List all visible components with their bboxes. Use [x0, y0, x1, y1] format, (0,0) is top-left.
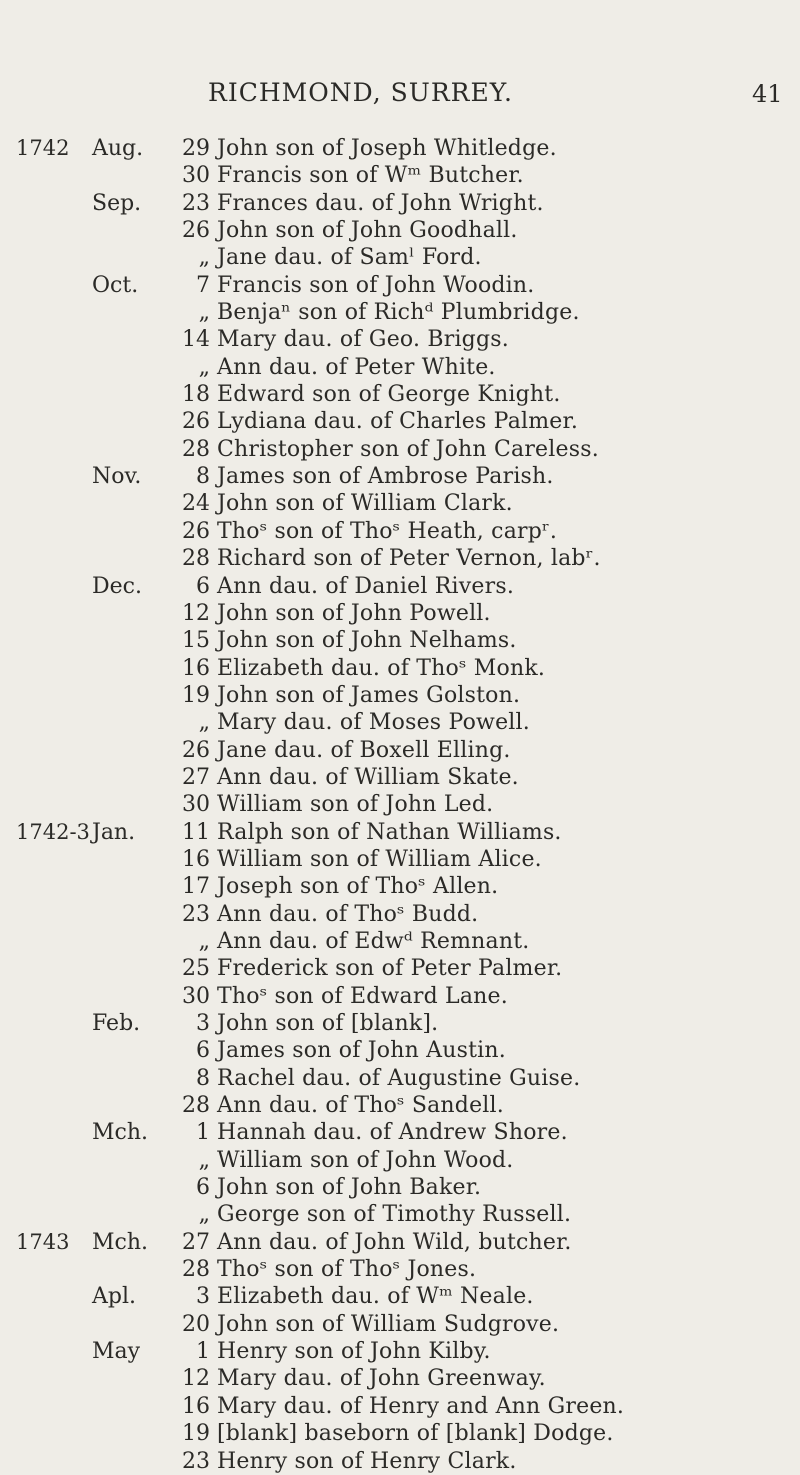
entry-month: Sep. — [92, 190, 142, 216]
entry-month: Dec. — [92, 573, 142, 599]
entry-text: Mary dau. of Moses Powell. — [217, 710, 530, 736]
entry-text: George son of Timothy Russell. — [217, 1202, 572, 1228]
entry-month: May — [92, 1339, 141, 1365]
entry-day: „ — [198, 245, 210, 271]
entry-day: 11 — [182, 819, 210, 845]
entry-day: „ — [198, 354, 210, 380]
entry-text: James son of Ambrose Parish. — [217, 464, 554, 490]
entry-text: Ann dau. of William Skate. — [217, 764, 519, 790]
entry-text: Hannah dau. of Andrew Shore. — [217, 1120, 568, 1146]
entry-year: 1742 — [16, 136, 70, 160]
entry-text: John son of William Sudgrove. — [217, 1311, 560, 1337]
entry-month: Feb. — [92, 1011, 141, 1036]
register-entry — [0, 490, 800, 517]
entry-day: 16 — [182, 655, 210, 681]
entry-day: 29 — [182, 136, 210, 161]
entry-day: 28 — [182, 546, 210, 572]
entry-text: Henry son of Henry Clark. — [217, 1448, 517, 1474]
entry-text: Francis son of John Woodin. — [217, 272, 535, 298]
register-entry — [0, 1229, 800, 1256]
entry-text: Ann dau. of Peter White. — [217, 354, 496, 380]
entry-text: Mary dau. of Geo. Briggs. — [217, 327, 509, 353]
entry-day: 17 — [182, 874, 210, 900]
entry-day: 12 — [182, 600, 210, 626]
entry-day: 30 — [182, 792, 210, 818]
entry-text: James son of John Austin. — [217, 1038, 506, 1064]
register-entry — [0, 709, 800, 736]
register-entry — [0, 1092, 800, 1119]
register-entry — [0, 1201, 800, 1228]
entry-text: William son of John Wood. — [217, 1147, 514, 1173]
entry-text: Lydiana dau. of Charles Palmer. — [217, 409, 579, 435]
entry-text: John son of William Clark. — [217, 491, 513, 517]
entry-day: 15 — [182, 628, 210, 654]
entry-day: 26 — [182, 518, 210, 544]
register-entry — [0, 1448, 800, 1475]
register-entry — [0, 682, 800, 709]
entry-day: 12 — [182, 1366, 210, 1392]
register-entry — [0, 408, 800, 435]
register-entry — [0, 381, 800, 408]
page-title: RICHMOND, SURREY. — [208, 78, 513, 107]
entry-day: 6 — [196, 1175, 210, 1201]
entry-text: William son of William Alice. — [217, 846, 542, 872]
register-entry — [0, 1256, 800, 1283]
entry-day: 1 — [196, 1339, 210, 1365]
register-entry — [0, 1147, 800, 1174]
register-entry — [0, 272, 800, 299]
entry-day: 27 — [182, 764, 210, 790]
register-entry — [0, 1065, 800, 1092]
entry-text: John son of Joseph Whitledge. — [217, 136, 557, 161]
entry-text: [blank] baseborn of [blank] Dodge. — [217, 1421, 614, 1447]
entry-day: „ — [198, 1147, 210, 1173]
entry-text: John son of John Baker. — [217, 1175, 482, 1201]
entry-text: Henry son of John Kilby. — [217, 1339, 491, 1365]
register-entry — [0, 627, 800, 654]
entry-day: „ — [198, 1202, 210, 1228]
register-entry — [0, 190, 800, 217]
entry-text: Benjaⁿ son of Richᵈ Plumbridge. — [217, 300, 580, 326]
entry-day: 7 — [196, 272, 210, 298]
entry-text: Edward son of George Knight. — [217, 382, 561, 408]
entry-day: 8 — [196, 464, 210, 490]
entry-day: 3 — [196, 1011, 210, 1036]
register-entry — [0, 901, 800, 928]
register-entry — [0, 1338, 800, 1365]
entry-day: 1 — [196, 1120, 210, 1146]
entry-day: 28 — [182, 1257, 210, 1283]
entry-day: 18 — [182, 382, 210, 408]
entry-day: 19 — [182, 1421, 210, 1447]
register-entry — [0, 1119, 800, 1146]
register-entry — [0, 463, 800, 490]
entry-text: Thoˢ son of Thoˢ Jones. — [217, 1257, 477, 1283]
register-entry — [0, 873, 800, 900]
entry-day: 30 — [182, 983, 210, 1009]
entry-text: Frances dau. of John Wright. — [217, 190, 544, 216]
entry-day: 27 — [182, 1229, 210, 1255]
entry-text: Ann dau. of Edwᵈ Remnant. — [217, 928, 530, 954]
register-entries — [0, 135, 800, 1475]
entry-day: 19 — [182, 682, 210, 708]
register-entry — [0, 326, 800, 353]
entry-text: Rachel dau. of Augustine Guise. — [217, 1065, 581, 1091]
entry-day: „ — [198, 928, 210, 954]
entry-text: Ann dau. of Thoˢ Budd. — [217, 901, 479, 927]
entry-month: Jan. — [92, 819, 136, 845]
register-entry — [0, 545, 800, 572]
register-entry — [0, 846, 800, 873]
entry-text: John son of John Goodhall. — [217, 218, 518, 244]
entry-text: William son of John Led. — [217, 792, 494, 818]
entry-text: John son of James Golston. — [217, 682, 521, 708]
register-entry — [0, 354, 800, 381]
register-entry — [0, 217, 800, 244]
entry-text: Thoˢ son of Thoˢ Heath, carpʳ. — [217, 518, 558, 544]
entry-day: 6 — [196, 573, 210, 599]
entry-text: Jane dau. of Samˡ Ford. — [217, 245, 482, 271]
register-entry — [0, 983, 800, 1010]
entry-text: Thoˢ son of Edward Lane. — [217, 983, 508, 1009]
entry-day: 28 — [182, 1093, 210, 1119]
register-entry — [0, 600, 800, 627]
register-entry — [0, 299, 800, 326]
entry-day: 16 — [182, 1393, 210, 1419]
entry-day: 20 — [182, 1311, 210, 1337]
entry-day: 26 — [182, 737, 210, 763]
register-entry — [0, 791, 800, 818]
entry-day: 25 — [182, 956, 210, 982]
running-head — [0, 78, 800, 118]
entry-month: Apl. — [92, 1284, 136, 1310]
register-entry — [0, 436, 800, 463]
entry-year: 1743 — [16, 1229, 70, 1254]
register-entry — [0, 819, 800, 846]
register-entry — [0, 928, 800, 955]
register-entry — [0, 955, 800, 982]
entry-month: Nov. — [92, 464, 142, 490]
entry-text: Francis son of Wᵐ Butcher. — [217, 163, 524, 189]
register-entry — [0, 1037, 800, 1064]
entry-day: 30 — [182, 163, 210, 189]
entry-text: Elizabeth dau. of Wᵐ Neale. — [217, 1284, 534, 1310]
register-entry — [0, 518, 800, 545]
entry-day: 14 — [182, 327, 210, 353]
register-entry — [0, 655, 800, 682]
entry-text: Joseph son of Thoˢ Allen. — [217, 874, 499, 900]
entry-year: 1742-3 — [16, 819, 90, 844]
entry-month: Mch. — [92, 1120, 149, 1146]
entry-month: Oct. — [92, 272, 139, 298]
entry-text: Jane dau. of Boxell Elling. — [217, 737, 511, 763]
entry-day: 24 — [182, 491, 210, 517]
register-entry — [0, 1174, 800, 1201]
entry-text: Ann dau. of Thoˢ Sandell. — [217, 1093, 504, 1119]
register-entry — [0, 1420, 800, 1447]
register-entry — [0, 1393, 800, 1420]
register-entry — [0, 244, 800, 271]
entry-text: Ann dau. of Daniel Rivers. — [217, 573, 515, 599]
register-entry — [0, 135, 800, 162]
entry-text: Ralph son of Nathan Williams. — [217, 819, 562, 845]
entry-day: 3 — [196, 1284, 210, 1310]
entry-day: 28 — [182, 436, 210, 462]
entry-month: Mch. — [92, 1229, 149, 1255]
entry-text: John son of [blank]. — [217, 1011, 439, 1036]
entry-text: John son of John Powell. — [217, 600, 491, 626]
entry-day: 16 — [182, 846, 210, 872]
entry-text: Mary dau. of John Greenway. — [217, 1366, 546, 1392]
entry-text: Christopher son of John Careless. — [217, 436, 599, 462]
entry-day: 23 — [182, 1448, 210, 1474]
register-entry — [0, 573, 800, 600]
entry-day: 8 — [196, 1065, 210, 1091]
entry-text: Ann dau. of John Wild, butcher. — [217, 1229, 572, 1255]
entry-day: „ — [198, 300, 210, 326]
entry-text: John son of John Nelhams. — [217, 628, 517, 654]
register-entry — [0, 1283, 800, 1310]
register-entry — [0, 764, 800, 791]
entry-day: 26 — [182, 409, 210, 435]
register-entry — [0, 1010, 800, 1037]
entry-text: Richard son of Peter Vernon, labʳ. — [217, 546, 601, 572]
entry-day: „ — [198, 710, 210, 736]
entry-day: 6 — [196, 1038, 210, 1064]
page-number: 41 — [752, 80, 783, 108]
entry-text: Frederick son of Peter Palmer. — [217, 956, 563, 982]
register-entry — [0, 162, 800, 189]
entry-text: Mary dau. of Henry and Ann Green. — [217, 1393, 625, 1419]
entry-text: Elizabeth dau. of Thoˢ Monk. — [217, 655, 546, 681]
register-entry — [0, 737, 800, 764]
entry-day: 26 — [182, 218, 210, 244]
register-entry — [0, 1365, 800, 1392]
entry-day: 23 — [182, 190, 210, 216]
entry-day: 23 — [182, 901, 210, 927]
register-entry — [0, 1311, 800, 1338]
entry-month: Aug. — [92, 136, 144, 161]
